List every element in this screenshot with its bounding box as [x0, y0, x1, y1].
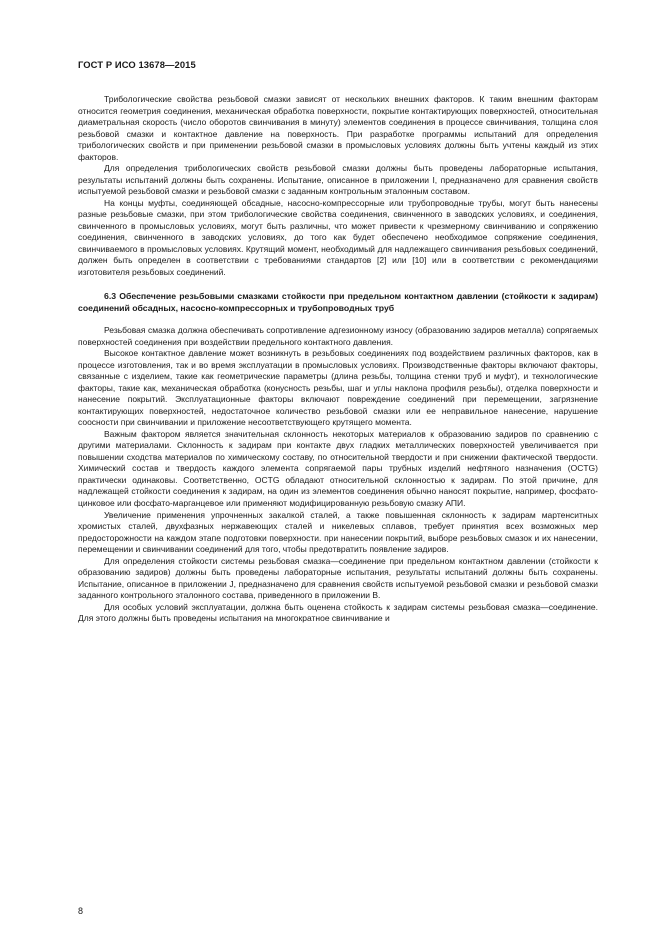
paragraph: Трибологические свойства резьбовой смазки зависят от нескольких внешних факторов. К таким внешним факторам относится геометрия соединения, механическая обработка поверхности, покрытие контактирующих поверхностей, относительная диаметральная скорость (число оборотов свинчивания в минуту) элементов соединения в процессе свинчивания, толщина слоя резьбовой смазки и контактное давление на поверхность. При разработке программы испытаний для определения трибологических свойств и при применении резьбовой смазки в промысловых условиях должны быть учтены каждый из этих факторов.: [78, 94, 598, 162]
document-header: ГОСТ Р ИСО 13678—2015: [78, 59, 196, 70]
paragraph: Важным фактором является значительная склонность некоторых материалов к образованию задиров по сравнению с другими материалами. Склонность к задирам при контакте двух гладких металлических поверхностей увеличивается при повышении сходства материалов по химическому составу, по относительной твердости и при снижении фактической твердости. Химический состав и твердость каждого элемента сопрягаемой пары трубных изделий нефтяного назначения (OCTG) практически одинаковы. Соответственно, OCTG обладают относительной склонностью к задирам. По этой причине, для надлежащей стойкости соединения к задирам, на один из элементов соединения обычно наносят покрытие, например, фосфато-цинковое или фосфато-марганцевое или применяют модифицированную резьбовую смазку АПИ.: [78, 428, 598, 508]
paragraph: Резьбовая смазка должна обеспечивать сопротивление адгезионному износу (образованию задиров металла) сопрягаемых поверхностей соединения при воздействии предельного контактного давления.: [78, 325, 598, 347]
paragraph: Для особых условий эксплуатации, должна быть оценена стойкость к задирам системы резьбовая смазка—соединение. Для этого должны быть проведены испытания на многократное свинчивание и: [78, 601, 598, 624]
paragraph: Высокое контактное давление может возникнуть в резьбовых соединениях под воздействием различных факторов, как в процессе изготовления, так и во время эксплуатации в промысловых условиях. Производственные факторы включают факторы, связанные с изделием, такие как геометрические параметры (длина резьбы, толщина стенки труб и муфт), и технологические факторы, такие как, механическая обработка (конусность резьбы, шаг и углы наклона профиля резьбы), отделка поверхности и нанесение покрытий. Эксплуатационные факторы включают повреждение соединений при перемещении, загрязнение контактирующих поверхностей, недостаточное количество резьбовой смазки или ее неправильное нанесение, нарушение соосности при свинчивании и приложение несоответствующего крутящего момента.: [78, 348, 598, 428]
section-heading: 6.3 Обеспечение резьбовыми смазками стойкости при предельном контактном давлении (стойкости к задирам) соединений обсадных, насосно-компрессорных и трубопроводных труб: [78, 291, 598, 314]
paragraph: Увеличение применения упрочненных закалкой сталей, а также повышенная склонность к задирам мартенситных хромистых сталей, двухфазных нержавеющих сталей и никелевых сплавов, требует принятия всех возможных мер предосторожности на каждом этапе подготовки поверхности. при нанесении покрытий, выборе резьбовых смазок и их нанесении, перемещении и свинчивании соединений для того, чтобы предотвратить появление задиров.: [78, 509, 598, 555]
paragraph: Для определения трибологических свойств резьбовой смазки должны быть проведены лабораторные испытания, результаты испытаний должны быть сохранены. Испытание, описанное в приложении I, предназначено для сравнения свойств испытуемой резьбовой смазки и резьбовой смазки с заданным контрольным эталонным составом.: [78, 163, 598, 197]
paragraph: Для определения стойкости системы резьбовая смазка—соединение при предельном контактном давлении (стойкости к образованию задиров) должны быть проведены лабораторные испытания, результаты испытаний должны быть сохранены. Испытание, описанное в приложении J, предназначено для сравнения свойств испытуемой резьбовой смазки и резьбовой смазки заданного контрольного эталонного состава, приведенного в приложении B.: [78, 555, 598, 601]
paragraph: На концы муфты, соединяющей обсадные, насосно-компрессорные или трубопроводные трубы, могут быть нанесены разные резьбовые смазки, при этом трибологические свойства соединения, свинченного в заводских условиях, и соединения, свинченного в промысловых условиях, могут быть различны, что может привести к чрезмерному свинчиванию и сопряжению соединения, свинченного в заводских условиях, до того как будет обеспечено необходимое сопряжение соединения, свинчиваемого в промысловых условиях. Крутящий момент, необходимый для надлежащего свинчивания резьбовых соединений, должен быть определен в соответствии с требованиями стандартов [2] или [10] или в соответствии с рекомендациями изготовителя резьбовых соединений.: [78, 197, 598, 277]
document-body: [78, 94, 598, 625]
page-number: 8: [78, 906, 84, 916]
